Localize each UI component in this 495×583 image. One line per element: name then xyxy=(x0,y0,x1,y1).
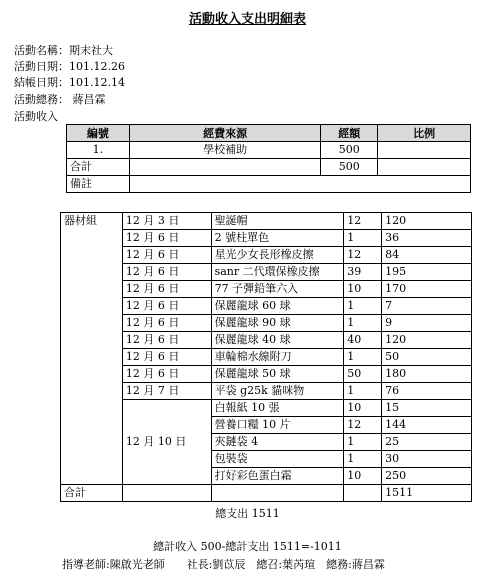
closing-date: 結帳日期：101.12.14 xyxy=(14,76,125,89)
expense-item: 77 子彈鉛筆六入 xyxy=(211,281,344,298)
signers-line: 指導老師:陳啟光老師 社長:劉苡辰 總召:葉芮瑄 總務:蔣昌霖 xyxy=(62,558,385,571)
expense-row xyxy=(61,400,472,417)
expense-amount: 7 xyxy=(382,298,472,315)
activity-name: 活動名稱：期末社大 xyxy=(14,44,113,57)
expense-qty: 1 xyxy=(344,451,382,468)
expense-date: 12 月 6 日 xyxy=(122,281,211,298)
expense-qty: 39 xyxy=(344,264,382,281)
expense-qty: 12 xyxy=(344,247,382,264)
expense-qty: 50 xyxy=(344,366,382,383)
income-source: 學校補助 xyxy=(129,142,320,159)
income-header-cell: 經額 xyxy=(321,125,378,142)
expense-date: 12 月 6 日 xyxy=(122,298,211,315)
activity-date: 活動日期：101.12.26 xyxy=(14,60,125,73)
expense-total-label: 合計 xyxy=(61,485,123,502)
income-table xyxy=(66,124,471,193)
expense-qty: 1 xyxy=(344,383,382,400)
expense-date: 12 月 6 日 xyxy=(122,315,211,332)
income-header-cell: 編號 xyxy=(67,125,130,142)
income-total-amount: 500 xyxy=(321,159,378,176)
expense-item: 2 號柱單色 xyxy=(211,230,344,247)
expense-total-row xyxy=(61,485,472,502)
expense-qty: 1 xyxy=(344,298,382,315)
income-total-ratio xyxy=(378,159,471,176)
expense-row xyxy=(61,349,472,366)
expense-item: 打好彩色蛋白霜 xyxy=(211,468,344,485)
expense-amount: 76 xyxy=(382,383,472,400)
income-note-label: 備註 xyxy=(67,176,130,193)
expense-amount: 50 xyxy=(382,349,472,366)
expense-item: 保麗龍球 90 球 xyxy=(211,315,344,332)
total-expense: 總支出 1511 xyxy=(215,507,280,520)
expense-item: 聖誕帽 xyxy=(211,213,344,230)
expense-qty: 10 xyxy=(344,400,382,417)
expense-date: 12 月 6 日 xyxy=(122,349,211,366)
income-header-cell: 比例 xyxy=(378,125,471,142)
expense-date: 12 月 6 日 xyxy=(122,332,211,349)
expense-amount: 180 xyxy=(382,366,472,383)
income-header-cell: 經費來源 xyxy=(129,125,320,142)
expense-row xyxy=(61,332,472,349)
expense-item: 保麗龍球 60 球 xyxy=(211,298,344,315)
expense-amount: 9 xyxy=(382,315,472,332)
expense-date: 12 月 10 日 xyxy=(122,400,211,485)
expense-item: 營養口糧 10 片 xyxy=(211,417,344,434)
income-ratio xyxy=(378,142,471,159)
expense-item: 包裝袋 xyxy=(211,451,344,468)
expense-item: 平袋 g25k 貓咪物 xyxy=(211,383,344,400)
expense-date: 12 月 6 日 xyxy=(122,366,211,383)
income-total-row xyxy=(67,159,471,176)
expense-item: 車輪棉水線附刀 xyxy=(211,349,344,366)
expense-date: 12 月 6 日 xyxy=(122,247,211,264)
expense-qty: 1 xyxy=(344,349,382,366)
expense-total-blank xyxy=(122,485,211,502)
expense-amount: 170 xyxy=(382,281,472,298)
expense-amount: 25 xyxy=(382,434,472,451)
expense-total-blank xyxy=(211,485,344,502)
expense-qty: 40 xyxy=(344,332,382,349)
expense-date: 12 月 6 日 xyxy=(122,230,211,247)
expense-qty: 12 xyxy=(344,213,382,230)
expense-table xyxy=(60,212,472,502)
expense-total-blank xyxy=(344,485,382,502)
expense-qty: 10 xyxy=(344,468,382,485)
summary-line: 總計收入 500-總計支出 1511=-1011 xyxy=(153,540,342,553)
income-note-row xyxy=(67,176,471,193)
expense-qty: 12 xyxy=(344,417,382,434)
expense-amount: 15 xyxy=(382,400,472,417)
income-row xyxy=(67,142,471,159)
expense-row xyxy=(61,281,472,298)
income-amount: 500 xyxy=(321,142,378,159)
expense-amount: 120 xyxy=(382,213,472,230)
expense-item: 星光少女長形橡皮擦 xyxy=(211,247,344,264)
document-title: 活動收入支出明細表 xyxy=(188,12,306,27)
expense-row xyxy=(61,247,472,264)
income-note-value xyxy=(129,176,470,193)
expense-item: sanr 二代環保橡皮擦 xyxy=(211,264,344,281)
expense-row xyxy=(61,264,472,281)
expense-amount: 120 xyxy=(382,332,472,349)
expense-amount: 195 xyxy=(382,264,472,281)
expense-row xyxy=(61,298,472,315)
expense-item: 白報紙 10 張 xyxy=(211,400,344,417)
expense-amount: 30 xyxy=(382,451,472,468)
activity-manager: 活動總務： 蔣昌霖 xyxy=(14,93,106,106)
expense-row xyxy=(61,366,472,383)
expense-row xyxy=(61,213,472,230)
expense-qty: 1 xyxy=(344,315,382,332)
income-total-label: 合計 xyxy=(67,159,130,176)
expense-date: 12 月 7 日 xyxy=(122,383,211,400)
expense-amount: 250 xyxy=(382,468,472,485)
expense-row xyxy=(61,383,472,400)
expense-item: 夾鏈袋 4 xyxy=(211,434,344,451)
expense-total-amount: 1511 xyxy=(382,485,472,502)
expense-item: 保麗龍球 50 球 xyxy=(211,366,344,383)
expense-category: 器材組 xyxy=(61,213,123,485)
expense-row xyxy=(61,230,472,247)
income-header-row xyxy=(67,125,471,142)
expense-date: 12 月 3 日 xyxy=(122,213,211,230)
expense-row xyxy=(61,315,472,332)
income-total-blank xyxy=(129,159,320,176)
expense-qty: 10 xyxy=(344,281,382,298)
expense-amount: 84 xyxy=(382,247,472,264)
expense-amount: 36 xyxy=(382,230,472,247)
expense-date: 12 月 6 日 xyxy=(122,264,211,281)
expense-amount: 144 xyxy=(382,417,472,434)
expense-qty: 1 xyxy=(344,434,382,451)
expense-qty: 1 xyxy=(344,230,382,247)
expense-item: 保麗龍球 40 球 xyxy=(211,332,344,349)
income-section-label: 活動收入 xyxy=(14,110,58,123)
income-no: 1. xyxy=(67,142,130,159)
